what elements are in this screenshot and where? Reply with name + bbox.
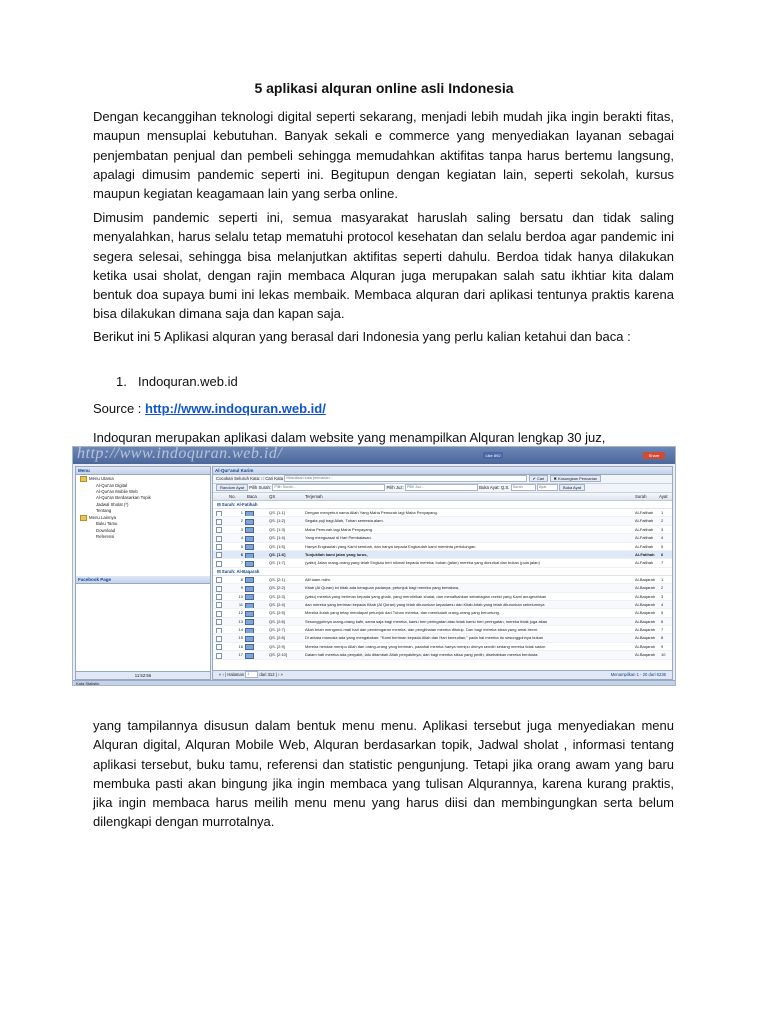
row-surah: Al-Baqarah bbox=[635, 610, 656, 616]
menu-panel bbox=[75, 466, 211, 680]
folder-icon bbox=[80, 476, 87, 482]
row-checkbox[interactable] bbox=[216, 594, 222, 600]
row-checkbox[interactable] bbox=[216, 653, 222, 659]
row-surah: Al-Baqarah bbox=[635, 593, 656, 599]
table-row[interactable] bbox=[213, 526, 672, 534]
row-qs: QS. [1:3] bbox=[269, 526, 285, 532]
row-translation: (yaitu) mereka yang beriman kepada yang ghaib, yang mendirikan shalat, dan menafkahkan sebahagian rezeki yang Kami anugerahkan bbox=[305, 593, 547, 599]
row-surah: Al-Baqarah bbox=[635, 601, 656, 607]
menu-item[interactable]: Download bbox=[96, 527, 116, 533]
pager-display: Menampilkan 1 - 20 dari 6236 bbox=[610, 672, 666, 677]
row-qs: QS. [1:4] bbox=[269, 535, 285, 541]
row-number: 14 bbox=[238, 627, 243, 633]
row-ayat: 8 bbox=[661, 635, 664, 641]
read-icon[interactable] bbox=[245, 619, 254, 625]
read-icon[interactable] bbox=[245, 519, 254, 525]
row-checkbox[interactable] bbox=[216, 519, 222, 525]
row-ayat: 1 bbox=[661, 576, 664, 582]
row-ayat: 7 bbox=[661, 560, 664, 566]
source-link[interactable]: http://www.indoquran.web.id/ bbox=[145, 401, 326, 416]
table-row[interactable] bbox=[213, 618, 672, 626]
row-checkbox[interactable] bbox=[216, 527, 222, 533]
menu-item[interactable]: Menu Utama bbox=[78, 476, 208, 483]
row-translation: Dengan menyebut nama Allah Yang Maha Pemurah lagi Maha Penyayang. bbox=[305, 510, 438, 515]
row-translation: Hanya Engkaulah yang Kami sembah, dan hanya kepada Engkaulah kami meminta pertolongan. bbox=[305, 543, 477, 549]
table-row[interactable] bbox=[213, 626, 672, 634]
row-surah: Al-Baqarah bbox=[635, 635, 656, 641]
row-translation: Yang menguasai di Hari Pembalasan. bbox=[305, 535, 372, 541]
row-number: 11 bbox=[238, 601, 243, 607]
table-row[interactable] bbox=[213, 593, 672, 601]
select-toolbar: Random Ayat Pilih Surah: Pilih Surah... Pilih Juz: Pilih Juz... Buka Ayat: Q.S. Surah Ayat Buka Ayat bbox=[213, 484, 672, 493]
row-checkbox[interactable] bbox=[216, 619, 222, 625]
row-number: 9 bbox=[240, 585, 243, 591]
row-surah: Al-Fatihah bbox=[635, 510, 654, 515]
table-row[interactable] bbox=[213, 543, 672, 551]
row-qs: QS. [2:4] bbox=[269, 601, 285, 607]
table-row[interactable] bbox=[213, 559, 672, 567]
row-checkbox[interactable] bbox=[216, 628, 222, 634]
row-translation: Mereka hendak menipu Allah dan orang-orang yang beriman, padahal mereka hanya menipu dirinya sendiri sedang mereka tidak sadar. bbox=[305, 643, 546, 649]
row-translation: Kitab (Al Quran) ini tidak ada keraguan padanya; petunjuk bagi mereka yang bertakwa, bbox=[305, 585, 460, 591]
row-qs: QS. [2:7] bbox=[269, 627, 285, 633]
random-ayat-button[interactable]: Random Ayat bbox=[216, 484, 248, 491]
row-checkbox[interactable] bbox=[216, 602, 222, 608]
table-row[interactable] bbox=[213, 634, 672, 642]
clear-search-button[interactable]: ✖ Kosongkan Pencarian bbox=[550, 475, 602, 482]
read-icon[interactable] bbox=[245, 636, 254, 642]
facebook-like-button[interactable]: Like 892 bbox=[483, 452, 503, 459]
row-translation: Tunjukilah kami jalan yang lurus, bbox=[305, 551, 368, 557]
row-ayat: 9 bbox=[661, 643, 664, 649]
surah-number-input[interactable]: Surah bbox=[511, 484, 536, 491]
row-number: 17 bbox=[238, 652, 243, 658]
read-icon[interactable] bbox=[245, 561, 254, 567]
row-checkbox[interactable] bbox=[216, 536, 222, 542]
row-checkbox[interactable] bbox=[216, 561, 222, 567]
row-number: 12 bbox=[238, 610, 243, 616]
menu-item[interactable]: Jadwal Sholat (*) bbox=[96, 501, 129, 507]
paragraph-3: Berikut ini 5 Aplikasi alquran yang berasal dari Indonesia yang perlu kalian ketahui dan baca : bbox=[93, 329, 631, 344]
row-checkbox[interactable] bbox=[216, 586, 222, 592]
row-checkbox[interactable] bbox=[216, 577, 222, 583]
row-surah: Al-Baqarah bbox=[635, 585, 656, 591]
row-ayat: 7 bbox=[661, 627, 664, 633]
read-icon[interactable] bbox=[245, 553, 254, 559]
row-number: 13 bbox=[238, 618, 243, 624]
row-surah: Al-Baqarah bbox=[635, 652, 656, 658]
buka-ayat-button[interactable]: Buka Ayat bbox=[559, 484, 585, 491]
rows-al-fatihah bbox=[213, 509, 672, 568]
cari-button[interactable]: ✔ Cari bbox=[529, 475, 549, 482]
row-translation: Maha Pemurah lagi Maha Penyayang. bbox=[305, 526, 374, 532]
table-row[interactable] bbox=[213, 517, 672, 525]
row-ayat: 4 bbox=[661, 535, 664, 541]
row-translation: Sesungguhnya orang-orang kafir, sama saja bagi mereka, kamu beri peringatan atau tidak kamu beri peringatan, mereka tidak juga akan bbox=[305, 618, 548, 624]
table-row[interactable] bbox=[213, 601, 672, 609]
row-checkbox[interactable] bbox=[216, 552, 222, 558]
row-surah: Al-Baqarah bbox=[635, 627, 656, 633]
menu-item[interactable]: Referensi bbox=[96, 533, 115, 539]
juz-select[interactable]: Pilih Juz... bbox=[405, 484, 478, 491]
row-ayat: 2 bbox=[661, 585, 664, 591]
intro-line: Indoquran merupakan aplikasi dalam website yang menampilkan Alquran lengkap 30 juz, bbox=[93, 430, 606, 445]
search-toolbar: Cocokan Seluruh Kata: □ Cari Kata Masukkan kata pencarian... ✔ Cari ✖ Kosongkan Pencarian bbox=[213, 475, 672, 484]
menu-item[interactable]: Al-Qur'an Mobile Web bbox=[96, 488, 138, 494]
menu-item[interactable]: Buku Tamu bbox=[96, 521, 118, 527]
row-qs: QS. [1:7] bbox=[269, 560, 285, 566]
ayat-number-input[interactable]: Ayat bbox=[537, 484, 558, 491]
table-row[interactable] bbox=[213, 576, 672, 584]
row-ayat: 6 bbox=[661, 618, 664, 624]
search-input[interactable]: Masukkan kata pencarian... bbox=[284, 475, 527, 482]
row-translation: Di antara manusia ada yang mengatakan: "Kami beriman kepada Allah dan Hari kemudian," pada hal mereka itu sesungguhnya bukan bbox=[305, 635, 544, 641]
quran-header: Al-Qur'anul Karim bbox=[213, 467, 672, 475]
row-ayat: 3 bbox=[661, 526, 664, 532]
row-checkbox[interactable] bbox=[216, 611, 222, 617]
menu-item[interactable]: Menu Lainnya bbox=[78, 515, 208, 522]
list-text: Indoquran.web.id bbox=[138, 374, 238, 389]
table-row[interactable] bbox=[213, 643, 672, 651]
row-surah: Al-Fatihah bbox=[635, 535, 654, 541]
row-qs: QS. [2:1] bbox=[269, 576, 285, 582]
row-ayat: 5 bbox=[661, 543, 664, 549]
row-qs: QS. [2:9] bbox=[269, 643, 285, 649]
row-ayat: 2 bbox=[661, 518, 664, 524]
menu-item[interactable]: Al-Qur'an Digital bbox=[96, 482, 128, 488]
row-number: 1 bbox=[240, 510, 243, 515]
row-translation: Mereka itulah yang tetap mendapat petunjuk dari Tuhan mereka, dan merekalah orang-orang yang beruntung. bbox=[305, 610, 501, 616]
paragraph-after: yang tampilannya disusun dalam bentuk menu menu. Aplikasi tersebut juga menyediakan menu Alquran digital, Alquran Mobile Web, Alquran berdasarkan topik, Jadwal sholat , informasi tentang aplikasi tersebut, buku tamu, referensi dan statistic pengunjung. Tetapi jika orang awam yang baru membuka pasti akan bingung jika ingin membaca yang tulisan Alqurannya, karena kurang praktis, jika ingin membaca harus meilih menu menu yang harus diisi dan membingungkan serta belum dilengkapi dengan murrotalnya. bbox=[93, 718, 674, 830]
read-icon[interactable] bbox=[245, 577, 254, 583]
read-icon[interactable] bbox=[245, 611, 254, 617]
site-topbar bbox=[73, 447, 675, 464]
row-qs: QS. [2:5] bbox=[269, 610, 285, 616]
grid-header: No. Baca QS Terjemah Surah Ayat bbox=[213, 493, 672, 501]
page-input[interactable]: 1 bbox=[245, 671, 258, 678]
share-button[interactable]: Share bbox=[643, 452, 665, 459]
statistic-bar: Kata Statistic bbox=[73, 680, 676, 686]
row-translation: Dalam hati mereka ada penyakit, lalu ditambah Allah penyakitnya; dan bagi mereka siksa yang pedih, disebabkan mereka berdusta. bbox=[305, 652, 539, 658]
row-translation: dan mereka yang beriman kepada Kitab (Al Quran) yang telah diturunkan kepadamu dan Kitab-kitab yang telah diturunkan sebelumnya bbox=[305, 601, 545, 607]
read-icon[interactable] bbox=[245, 594, 254, 600]
row-qs: QS. [2:6] bbox=[269, 618, 285, 624]
row-translation: (yaitu) Jalan orang-orang yang telah Engkau beri nikmat kepada mereka; bukan (jalan) mereka yang dimurkai dan bukan (pula jalan) bbox=[305, 560, 540, 566]
row-number: 10 bbox=[238, 593, 243, 599]
read-icon[interactable] bbox=[245, 536, 254, 542]
row-ayat: 5 bbox=[661, 610, 664, 616]
row-surah: Al-Fatihah bbox=[635, 518, 654, 524]
row-surah: Al-Fatihah bbox=[635, 543, 654, 549]
row-surah: Al-Fatihah bbox=[635, 526, 654, 532]
row-qs: QS. [2:10] bbox=[269, 652, 288, 658]
row-number: 6 bbox=[240, 551, 243, 557]
document-title: 5 aplikasi alquran online asli Indonesia bbox=[254, 80, 514, 96]
row-surah: Al-Fatihah bbox=[635, 560, 654, 566]
table-row[interactable] bbox=[213, 534, 672, 542]
row-ayat: 4 bbox=[661, 601, 664, 607]
source-label: Source : bbox=[93, 401, 146, 416]
pager: « ‹ | Halaman 1 dari 312 | › » Menampilkan 1 - 20 dari 6236 bbox=[213, 670, 672, 679]
rows-al-baqarah bbox=[213, 576, 672, 660]
list-item-1 bbox=[116, 374, 238, 389]
row-surah: Al-Fatihah bbox=[635, 551, 655, 557]
row-number: 15 bbox=[238, 635, 243, 641]
row-number: 5 bbox=[240, 543, 243, 549]
row-number: 7 bbox=[240, 560, 243, 566]
row-surah: Al-Baqarah bbox=[635, 643, 656, 649]
row-qs: QS. [2:2] bbox=[269, 585, 285, 591]
read-icon[interactable] bbox=[245, 586, 254, 592]
facebook-page-panel bbox=[76, 576, 210, 584]
row-ayat: 6 bbox=[661, 551, 664, 557]
table-row[interactable] bbox=[213, 609, 672, 617]
row-ayat: 10 bbox=[661, 652, 666, 658]
row-ayat: 3 bbox=[661, 593, 664, 599]
group-al-fatihah[interactable]: ⊟ Surah: Al-Fatihah bbox=[213, 501, 672, 509]
list-number: 1. bbox=[116, 374, 127, 389]
facebook-header: Facebook Page bbox=[76, 576, 210, 584]
read-icon[interactable] bbox=[245, 544, 254, 550]
read-icon[interactable] bbox=[245, 628, 254, 634]
row-translation: Segala puji bagi Allah, Tuhan semesta alam. bbox=[305, 518, 384, 524]
row-number: 8 bbox=[240, 576, 243, 582]
surah-select[interactable]: Pilih Surah... bbox=[272, 484, 385, 491]
read-icon[interactable] bbox=[245, 511, 254, 517]
row-checkbox[interactable] bbox=[216, 644, 222, 650]
menu-item[interactable]: Al-Qur'an Berdasarkan Topik bbox=[96, 495, 151, 501]
row-number: 2 bbox=[240, 518, 243, 524]
row-ayat: 1 bbox=[661, 510, 664, 515]
menu-tree bbox=[76, 475, 210, 541]
row-number: 16 bbox=[238, 643, 243, 649]
paragraph-1: Dengan kecanggihan teknologi digital seperti sekarang, menjadi lebih mudah jika ingin berakti fitas, maupun mensuplai kebutuhan. Banyak sekali e commerce yang menyediakan layanan sebagai penjembatan penjual dan pembeli sehingga memudahkan aktifitas tanpa harus bertemu langsung, apalagi dimusim pandemic seperti ini. Begitupun dengan kegiatan lain, seperti sekolah, kursus maupun kegiatan keagamaan lain yang serba online. bbox=[93, 109, 674, 202]
table-row[interactable] bbox=[213, 651, 672, 659]
row-qs: QS. [2:8] bbox=[269, 635, 285, 641]
row-surah: Al-Baqarah bbox=[635, 618, 656, 624]
row-qs: QS. [1:2] bbox=[269, 518, 285, 524]
url-watermark: http://www.indoquran.web.id/ bbox=[77, 446, 283, 462]
clock: 11:52:56 bbox=[76, 671, 210, 679]
menu-header: Menu bbox=[76, 467, 210, 475]
row-qs: QS. [2:3] bbox=[269, 593, 285, 599]
folder-icon bbox=[80, 515, 87, 521]
row-qs: QS. [1:1] bbox=[269, 510, 285, 515]
row-checkbox[interactable] bbox=[216, 544, 222, 550]
row-checkbox[interactable] bbox=[216, 636, 222, 642]
read-icon[interactable] bbox=[245, 527, 254, 533]
quran-panel bbox=[212, 466, 673, 680]
table-row[interactable] bbox=[213, 584, 672, 592]
group-al-baqarah[interactable]: ⊟ Surah: Al-Baqarah bbox=[213, 568, 672, 576]
table-row[interactable] bbox=[213, 551, 672, 559]
row-number: 4 bbox=[240, 535, 243, 541]
row-qs: QS. [1:6] bbox=[269, 551, 286, 557]
source-line bbox=[93, 401, 326, 416]
read-icon[interactable] bbox=[245, 644, 254, 650]
row-number: 3 bbox=[240, 526, 243, 532]
menu-item[interactable]: Tentang bbox=[96, 508, 112, 514]
indoquran-screenshot bbox=[72, 446, 676, 686]
read-icon[interactable] bbox=[245, 603, 254, 609]
row-translation: Allah telah mengunci-mati hati dan pendengaran mereka, dan penglihatan mereka ditutup. Dan bagi mereka siksa yang amat berat. bbox=[305, 627, 538, 633]
paragraph-2: Dimusim pandemic seperti ini, semua masyarakat haruslah saling bersatu dan tidak saling menyalahkan, harus selalu tetap mematuhi protocol kesehatan dan selalu berdoa agar pandemic ini segera selesai, sehingga bisa melanjutkan aktifitas seperti dahulu. Berdoa tidak hanya dilakukan ketika usai sholat, dengan rajin membaca Alquran juga merupakan salah satu ikhtiar kita dalam bentuk doa supaya bumi ini lekas membaik. Membaca alquran dari aplikasi tentunya praktis karena bisa dilakukan dimana saja dan kapan saja. bbox=[93, 210, 674, 322]
row-qs: QS. [1:5] bbox=[269, 543, 285, 549]
row-surah: Al-Baqarah bbox=[635, 576, 656, 582]
row-translation: Alif laam miim. bbox=[305, 576, 332, 582]
read-icon[interactable] bbox=[245, 653, 254, 659]
table-row[interactable] bbox=[213, 509, 672, 517]
row-checkbox[interactable] bbox=[216, 511, 222, 517]
